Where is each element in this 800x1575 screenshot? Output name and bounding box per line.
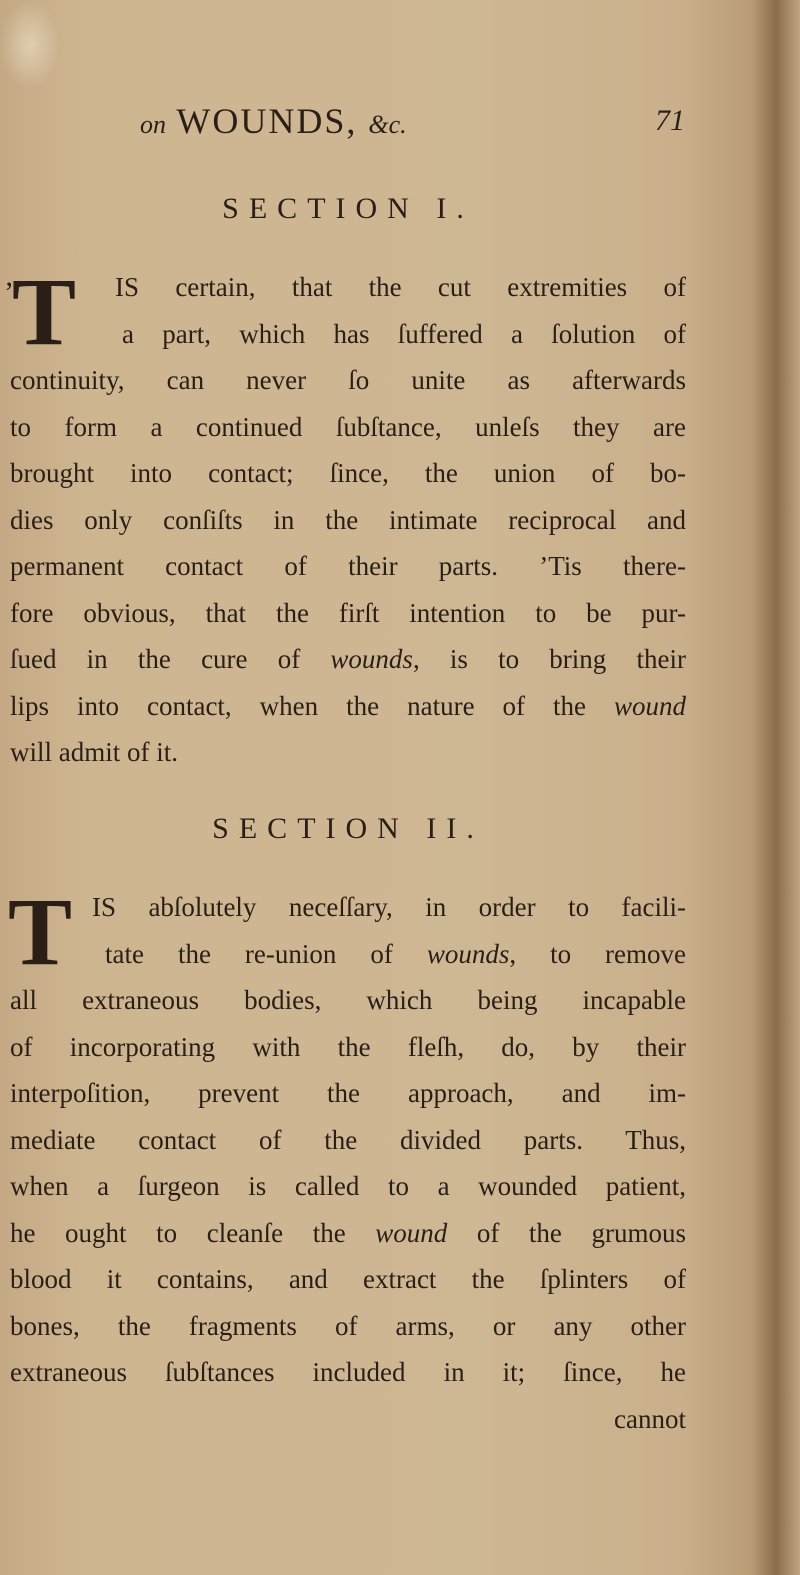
text-line — [10, 931, 686, 978]
text-segment: permanent contact of their parts. ’Tis there- — [10, 551, 686, 581]
text-line — [10, 311, 686, 358]
text-line — [10, 1396, 686, 1443]
text-line — [10, 683, 686, 730]
section-1-paragraph — [4, 258, 686, 776]
text-segment: fore obvious, that the firſt intention to be pur- — [10, 597, 686, 628]
text-segment: cannot — [614, 1403, 686, 1434]
text-segment: of the grumous — [447, 1217, 686, 1248]
apostrophe: ’ — [4, 276, 14, 309]
text-segment: ſued in the cure of — [10, 644, 331, 674]
running-title-prefix: on — [140, 110, 166, 139]
text-segment: a part, which has ſuffered a ſolution of — [122, 318, 686, 349]
text-line — [10, 1117, 686, 1164]
running-head — [10, 100, 686, 146]
section-heading-2: SECTION II. — [212, 812, 484, 845]
text-line — [10, 543, 686, 590]
text-segment: , is to bring their — [412, 644, 686, 674]
text-line — [10, 1349, 686, 1396]
text-line — [10, 729, 686, 776]
text-line — [10, 1070, 686, 1117]
text-segment: he ought to cleanſe the — [10, 1217, 376, 1248]
text-line — [10, 636, 686, 683]
text-segment: , to remove — [509, 938, 686, 969]
text-segment: mediate contact of the divided parts. Thus, — [10, 1124, 686, 1155]
text-line — [10, 884, 686, 931]
text-line — [10, 1210, 686, 1257]
text-segment: will admit of it. — [10, 737, 178, 767]
text-segment: brought into contact; ſince, the union of bo- — [10, 458, 686, 488]
text-line — [10, 977, 686, 1024]
section-heading-1: SECTION I. — [222, 192, 474, 225]
running-title-suffix: &c. — [368, 110, 407, 139]
drop-cap: T — [12, 258, 77, 365]
page-number: 71 — [655, 104, 685, 137]
text-segment: to form a continued ſubſtance, unleſs they are — [10, 411, 686, 442]
text-segment: continuity, can never ſo unite as afterwards — [10, 365, 686, 395]
text-segment: extraneous ſubſtances included in it; ſince, he — [10, 1357, 686, 1387]
running-title — [140, 100, 407, 142]
italic-text: wounds — [330, 644, 413, 674]
text-segment: all extraneous bodies, which being incapable — [10, 985, 686, 1015]
text-line — [10, 1303, 686, 1350]
paper-stain — [0, 0, 60, 90]
drop-cap: T — [8, 878, 73, 985]
text-line — [10, 1024, 686, 1071]
text-line — [10, 1163, 686, 1210]
text-segment: dies only conſiſts in the intimate reciprocal and — [10, 504, 686, 535]
text-segment: when a ſurgeon is called to a wounded patient, — [10, 1171, 686, 1201]
running-title-main: WOUNDS, — [176, 101, 358, 141]
text-segment: IS certain, that the cut extremities of — [115, 272, 686, 302]
text-line — [10, 404, 686, 451]
text-line — [10, 264, 686, 311]
italic-text: wounds — [426, 938, 510, 969]
text-line — [10, 497, 686, 544]
text-segment: of incorporating with the fleſh, do, by their — [10, 1031, 686, 1062]
section-2-paragraph — [8, 878, 686, 1442]
text-segment: tate the re-union of — [105, 938, 427, 969]
italic-text: wound — [375, 1217, 448, 1248]
text-line — [10, 450, 686, 497]
text-segment: interpoſition, prevent the approach, and im- — [10, 1078, 686, 1108]
italic-text: wound — [613, 690, 686, 721]
text-line — [10, 590, 686, 637]
text-segment: lips into contact, when the nature of the — [10, 690, 614, 721]
text-segment: blood it contains, and extract the ſplinters of — [10, 1264, 686, 1294]
text-line — [10, 357, 686, 404]
text-line — [10, 1256, 686, 1303]
text-segment: IS abſolutely neceſſary, in order to facili- — [92, 892, 686, 922]
text-segment: bones, the fragments of arms, or any other — [10, 1310, 686, 1341]
